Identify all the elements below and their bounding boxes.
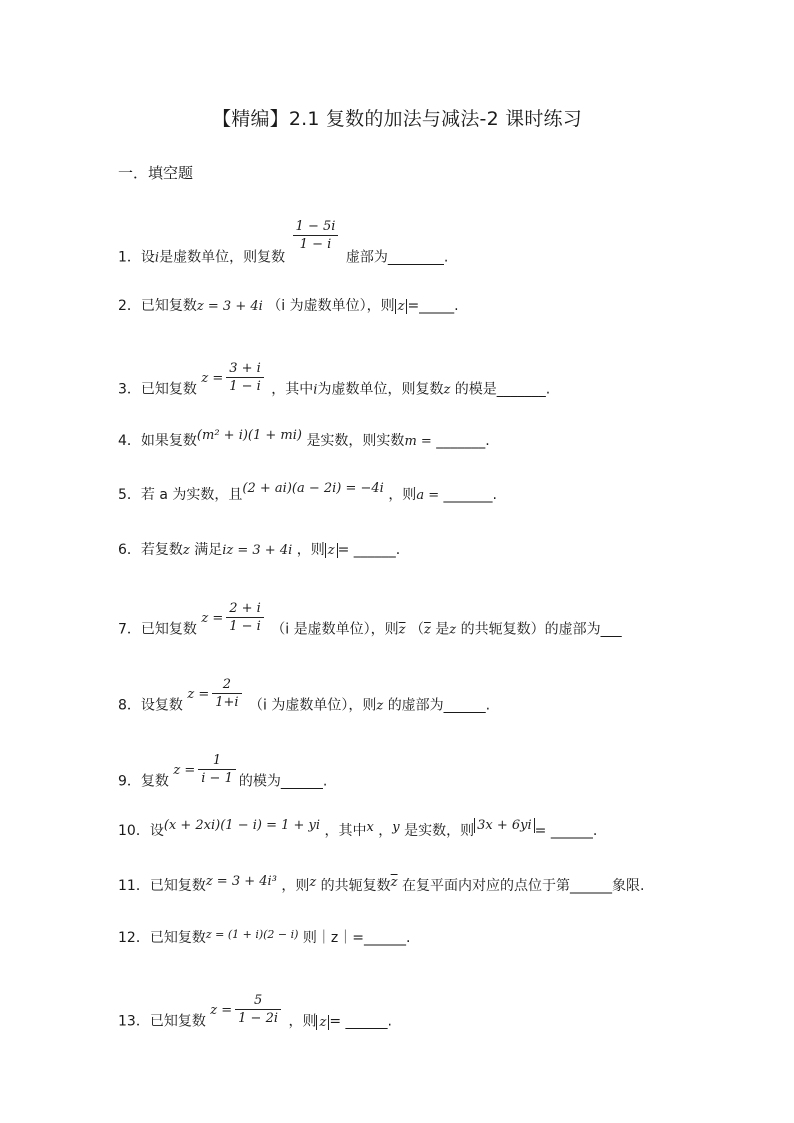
fraction: $\frac{5}{1 - 2i}$ (235, 992, 281, 1027)
question-number: 4． (118, 433, 141, 449)
question-13: 13．已知复数 z = $\frac{5}{1 - 2i}$ ，则 z = ______. (118, 993, 392, 1030)
question-number: 10． (118, 823, 150, 839)
page-title: 【精编】2.1 复数的加法与减法-2 课时练习 (212, 108, 582, 130)
question-8: 8．设复数 z = $\frac{2}{1+i}$ （i 为虚数单位），则z 的虚部为______. (118, 677, 491, 714)
question-number: 2． (118, 298, 141, 314)
question-11: 11．已知复数z = 3 + 4i³ ，则z 的共轭复数$\overline{z}$ 在复平面内对应的点位于第______象限. (118, 874, 645, 894)
question-1: 1．设i是虚数单位，则复数 $\frac{1 - 5i}{1 - i}$ 虚部为________. (118, 219, 449, 266)
question-7: 7．已知复数 z = $\frac{2 + i}{1 - i}$ （i 是虚数单位），则$\overline{z}$ （$\overline{z}$ 是z 的共轭复数）的虚部为___ (118, 601, 622, 638)
question-number: 11． (118, 878, 150, 894)
section-heading: 一．填空题 (118, 164, 194, 182)
question-number: 5． (118, 487, 141, 503)
question-number: 7． (118, 621, 141, 638)
fraction: $\frac{1 - 5i}{1 - i}$ (293, 218, 339, 253)
conjugate-z: $\overline{z}$ (398, 622, 406, 638)
question-number: 8． (118, 697, 141, 714)
absolute-value: z (325, 543, 338, 558)
conjugate-z: $\overline{z}$ (390, 875, 398, 890)
absolute-value: z (316, 1015, 329, 1030)
question-10: 10．设(x + 2xi)(1 − i) = 1 + yi ，其中x ，y 是实数，则 3x + 6yi = ______. (118, 818, 598, 839)
question-6: 6．若复数z 满足iz = 3 + 4i ，则 z = ______. (118, 542, 401, 558)
absolute-value: z (395, 299, 408, 314)
question-12: 12．已知复数$^{z = (1 + i)(2 - i)}$ 则｜z｜=______. (118, 928, 411, 946)
absolute-value: 3x + 6yi (474, 818, 535, 833)
question-number: 9． (118, 773, 141, 790)
fraction: $\frac{1}{i - 1}$ (198, 752, 236, 787)
question-number: 12． (118, 930, 150, 946)
fraction: $\frac{2}{1+i}$ (212, 676, 241, 711)
question-2: 2．已知复数z = 3 + 4i （i 为虚数单位），则 z =_____. (118, 298, 459, 314)
question-number: 1． (118, 249, 141, 266)
fraction: $\frac{2 + i}{1 - i}$ (226, 600, 264, 635)
question-3: 3．已知复数 z = $\frac{3 + i}{1 - i}$ ，其中i为虚数单位，则复数z 的模是_______. (118, 361, 551, 398)
conjugate-z: $\overline{z}$ (423, 622, 431, 638)
question-number: 6． (118, 542, 141, 558)
fraction: $\frac{3 + i}{1 - i}$ (226, 360, 264, 395)
question-number: 3． (118, 381, 141, 398)
question-5: 5．若 a 为实数，且(2 + ai)(a − 2i) = −4i ，则a = _______. (118, 481, 497, 503)
question-number: 13． (118, 1013, 150, 1030)
question-4: 4．如果复数(m² + i)(1 + mi) 是实数，则实数m = _______. (118, 428, 490, 449)
question-9: 9．复数 z = $\frac{1}{i - 1}$ 的模为______. (118, 753, 328, 790)
